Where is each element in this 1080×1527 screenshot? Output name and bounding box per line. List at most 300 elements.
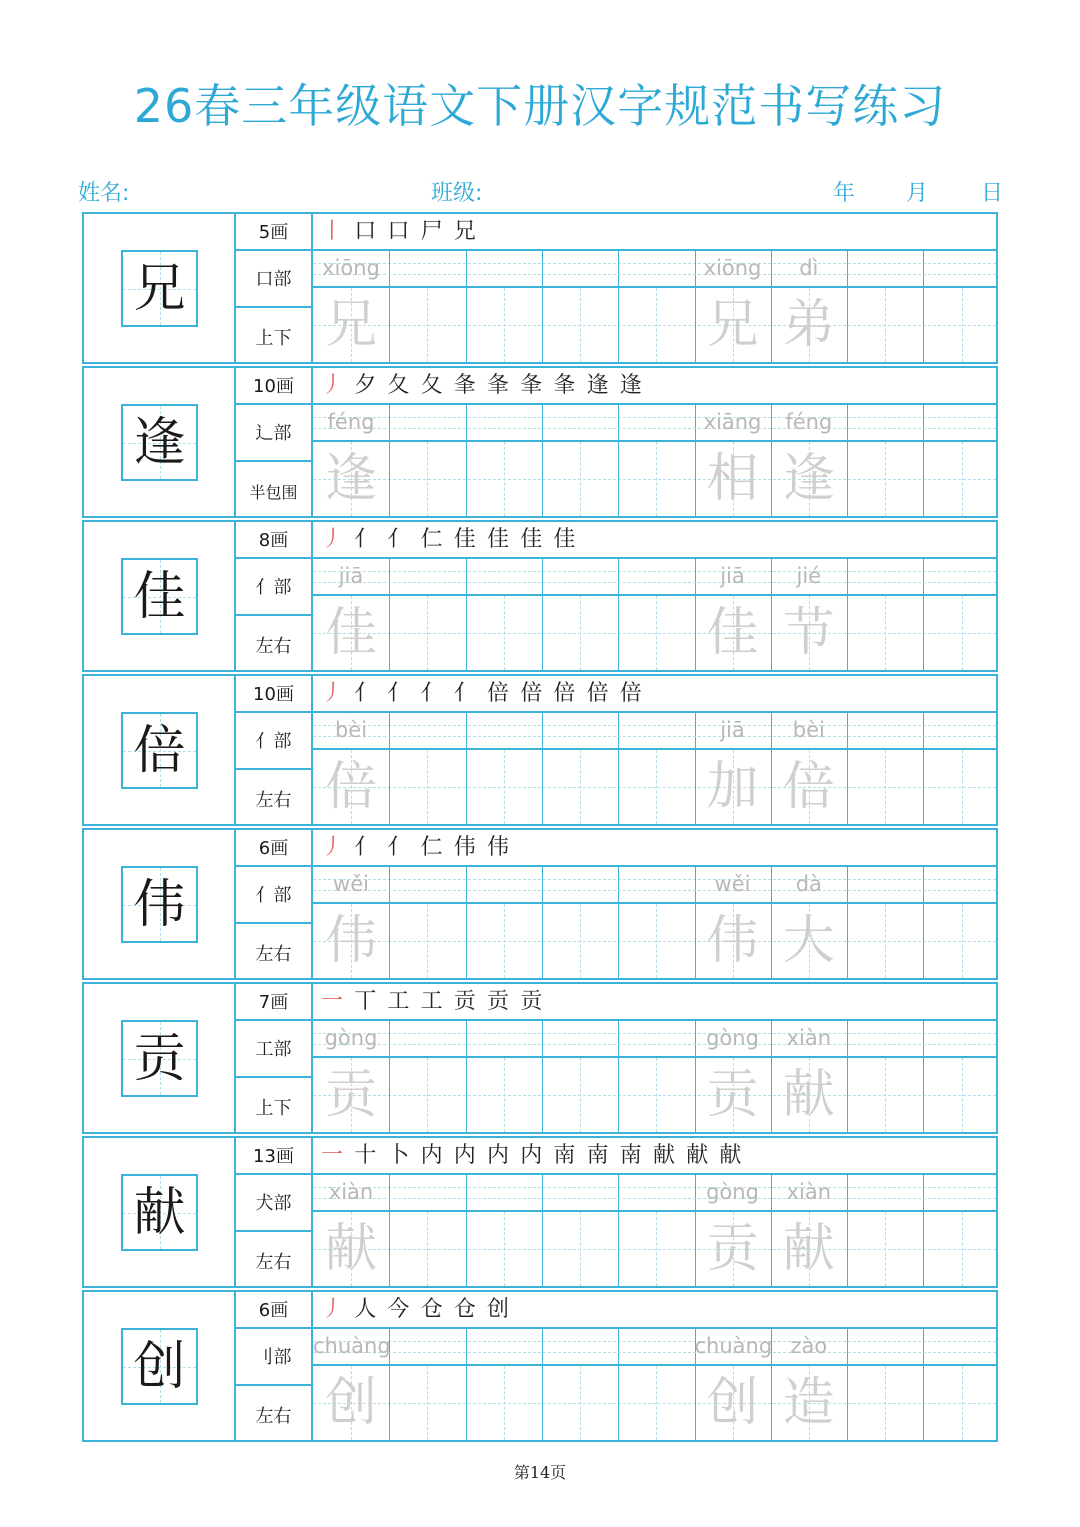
grid-line (466, 1021, 467, 1056)
structure: 左右 (255, 636, 292, 657)
pinyin-text: xiāng (703, 410, 762, 434)
stroke-step: 口 (387, 219, 410, 244)
grid-midline (504, 288, 505, 362)
grid-line (847, 904, 848, 978)
pinyin-text: chuàng (313, 1334, 391, 1358)
page-title: 26春三年级语文下册汉字规范书写练习 (133, 79, 947, 133)
grid-line (466, 1058, 467, 1132)
grid-line (847, 750, 848, 824)
stroke-step: 丿 (321, 681, 344, 706)
stroke-step: 仓 (453, 1297, 476, 1322)
grid-line (389, 1021, 390, 1056)
stroke-step: 亻 (354, 835, 377, 860)
stroke-step: 贡 (487, 989, 510, 1014)
char-row (313, 1058, 996, 1132)
grid-line (618, 1021, 619, 1056)
grid-line (466, 1366, 467, 1440)
grid-midline (504, 904, 505, 978)
grid-line (923, 713, 924, 748)
pinyin-text: dì (799, 256, 819, 280)
pinyin-row (313, 559, 996, 596)
month-label: 月 (906, 181, 929, 206)
stroke-step: 工 (387, 989, 410, 1014)
main-char-box (121, 558, 198, 635)
grid-line (618, 904, 619, 978)
stroke-step: 献 (653, 1143, 676, 1168)
stroke-step: 献 (719, 1143, 742, 1168)
grid-line (847, 405, 848, 440)
radical: 亻部 (236, 559, 311, 616)
grid-midline (656, 288, 657, 362)
pinyin-text: féng (327, 410, 375, 434)
grid-line (466, 1329, 467, 1364)
grid-line (466, 288, 467, 362)
stroke-step: 亻 (420, 681, 443, 706)
stroke-step: 南 (553, 1143, 576, 1168)
radical: 工部 (236, 1021, 311, 1078)
stroke-order-row (313, 522, 996, 559)
stroke-step: 兄 (453, 219, 476, 244)
stroke-step: 内 (420, 1143, 443, 1168)
grid-line (389, 713, 390, 748)
char-row (313, 442, 996, 516)
pinyin-text: bèi (792, 718, 825, 742)
grid-midline (504, 596, 505, 670)
class-label: 班级: (431, 181, 483, 206)
grid-line (923, 1175, 924, 1210)
stroke-step: 逢 (619, 373, 642, 398)
grid-line (618, 288, 619, 362)
trace-char: 佳 (324, 603, 377, 663)
grid-line (466, 251, 467, 286)
stroke-step: 亻 (453, 681, 476, 706)
stroke-step: 南 (586, 1143, 609, 1168)
grid-line (923, 288, 924, 362)
stroke-step: 夆 (553, 373, 576, 398)
main-char: 佳 (133, 566, 186, 627)
main-char: 献 (133, 1182, 186, 1243)
info-column (236, 830, 313, 978)
grid-midline (885, 1212, 886, 1286)
grid-line (389, 596, 390, 670)
grid-line (618, 596, 619, 670)
grid-line (466, 596, 467, 670)
stroke-step: 夂 (420, 373, 443, 398)
main-char-cell (84, 368, 236, 516)
grid-line (618, 1175, 619, 1210)
day-label: 日 (981, 181, 1004, 206)
grid-midline (580, 1212, 581, 1286)
grid-line (389, 559, 390, 594)
main-char-box (121, 250, 198, 327)
grid-line (847, 1366, 848, 1440)
grid-line (847, 1058, 848, 1132)
grid-line (542, 867, 543, 902)
trace-char: 贡 (706, 1219, 759, 1279)
grid-line (389, 442, 390, 516)
info-column (236, 522, 313, 670)
grid-midline (427, 596, 428, 670)
grid-line (542, 1329, 543, 1364)
grid-line (618, 867, 619, 902)
stroke-step: 逢 (586, 373, 609, 398)
trace-char: 伟 (706, 911, 759, 971)
grid-line (542, 713, 543, 748)
stroke-step: 夆 (520, 373, 543, 398)
info-column (236, 984, 313, 1132)
trace-char: 倍 (324, 757, 377, 817)
stroke-step: 丿 (321, 835, 344, 860)
char-row (313, 1212, 996, 1286)
trace-char: 献 (324, 1219, 377, 1279)
stroke-step: 丿 (321, 1297, 344, 1322)
structure: 上下 (255, 328, 292, 349)
grid-midline (504, 1366, 505, 1440)
grid-line (542, 596, 543, 670)
pinyin-text: wěi (333, 872, 369, 896)
grid-line (542, 251, 543, 286)
grid-line (847, 596, 848, 670)
structure: 上下 (255, 1098, 292, 1119)
char-block (82, 828, 998, 980)
stroke-step: 一 (321, 989, 344, 1014)
grid-midline (504, 750, 505, 824)
grid-line (542, 1212, 543, 1286)
stroke-order-row (313, 214, 996, 251)
main-char: 倍 (133, 720, 186, 781)
stroke-step: 贡 (520, 989, 543, 1014)
trace-char: 创 (324, 1373, 377, 1433)
grid-line (466, 750, 467, 824)
pinyin-row (313, 713, 996, 750)
stroke-order-row (313, 984, 996, 1021)
stroke-step: 仁 (420, 527, 443, 552)
stroke-step: 贡 (453, 989, 476, 1014)
grid-line (923, 1366, 924, 1440)
grid-line (618, 1058, 619, 1132)
stroke-step: 十 (354, 1143, 377, 1168)
grid-line (847, 1212, 848, 1286)
grid-line (466, 713, 467, 748)
grid-line (847, 288, 848, 362)
stroke-step: 亻 (354, 527, 377, 552)
trace-char: 加 (706, 757, 759, 817)
grid-line (466, 405, 467, 440)
grid-line (923, 559, 924, 594)
grid-line (618, 442, 619, 516)
grid-line (618, 405, 619, 440)
stroke-count: 13画 (236, 1138, 311, 1175)
structure: 左右 (255, 944, 292, 965)
grid-line (923, 1329, 924, 1364)
grid-midline (427, 904, 428, 978)
stroke-step: 工 (420, 989, 443, 1014)
grid-line (847, 1021, 848, 1056)
stroke-count: 5画 (236, 214, 311, 251)
trace-char: 贡 (706, 1065, 759, 1125)
grid-line (923, 405, 924, 440)
grid-line (389, 1366, 390, 1440)
stroke-step: 南 (619, 1143, 642, 1168)
grid-midline (656, 1058, 657, 1132)
main-char-box (121, 1020, 198, 1097)
main-char-cell (84, 676, 236, 824)
structure: 半包围 (249, 483, 298, 502)
trace-char: 伟 (324, 911, 377, 971)
grid-midline (885, 442, 886, 516)
trace-char: 弟 (782, 295, 835, 355)
stroke-step: 佳 (553, 527, 576, 552)
char-row (313, 904, 996, 978)
grid-midline (962, 1058, 963, 1132)
trace-char: 相 (706, 449, 759, 509)
grid-line (923, 442, 924, 516)
grid-line (389, 405, 390, 440)
grid-midline (962, 288, 963, 362)
char-row (313, 1366, 996, 1440)
grid-midline (885, 904, 886, 978)
grid-midline (962, 904, 963, 978)
pinyin-text: zào (790, 1334, 828, 1358)
grid-line (542, 750, 543, 824)
stroke-step: 佳 (453, 527, 476, 552)
trace-char: 佳 (706, 603, 759, 663)
main-char: 伟 (133, 874, 186, 935)
stroke-step: 卜 (387, 1143, 410, 1168)
pinyin-text: jié (796, 564, 822, 588)
char-block (82, 982, 998, 1134)
grid-line (542, 1058, 543, 1132)
stroke-step: 夕 (354, 373, 377, 398)
grid-line (389, 251, 390, 286)
pinyin-text: gòng (706, 1026, 759, 1050)
stroke-count: 8画 (236, 522, 311, 559)
grid-midline (885, 750, 886, 824)
grid-line (923, 1212, 924, 1286)
stroke-step: 人 (354, 1297, 377, 1322)
stroke-step: 夆 (453, 373, 476, 398)
char-block (82, 1290, 998, 1442)
grid-line (542, 405, 543, 440)
grid-midline (504, 442, 505, 516)
char-row (313, 288, 996, 362)
trace-char: 造 (782, 1373, 835, 1433)
trace-char: 献 (782, 1219, 835, 1279)
trace-char: 兄 (706, 295, 759, 355)
stroke-step: 亻 (387, 681, 410, 706)
grid-midline (580, 442, 581, 516)
name-label: 姓名: (78, 181, 130, 206)
pinyin-text: gòng (706, 1180, 759, 1204)
main-char-cell (84, 984, 236, 1132)
main-char: 兄 (133, 258, 186, 319)
grid-line (923, 1058, 924, 1132)
grid-line (542, 1366, 543, 1440)
stroke-step: 内 (453, 1143, 476, 1168)
grid-midline (885, 1058, 886, 1132)
info-column (236, 1138, 313, 1286)
stroke-step: 今 (387, 1297, 410, 1322)
grid-midline (656, 904, 657, 978)
grid-midline (580, 1058, 581, 1132)
grid-midline (885, 1366, 886, 1440)
trace-char: 大 (782, 911, 835, 971)
grid-line (466, 442, 467, 516)
stroke-count: 10画 (236, 368, 311, 405)
info-column (236, 1292, 313, 1440)
grid-line (923, 251, 924, 286)
grid-line (847, 442, 848, 516)
grid-midline (504, 1058, 505, 1132)
stroke-step: 倍 (553, 681, 576, 706)
char-block (82, 520, 998, 672)
main-char-cell (84, 830, 236, 978)
main-char-box (121, 404, 198, 481)
main-char-cell (84, 1292, 236, 1440)
stroke-count: 6画 (236, 1292, 311, 1329)
stroke-step: 仁 (420, 835, 443, 860)
stroke-step: 一 (321, 1143, 344, 1168)
stroke-step: 倍 (619, 681, 642, 706)
stroke-step: 倍 (586, 681, 609, 706)
stroke-step: 亻 (387, 835, 410, 860)
char-block (82, 1136, 998, 1288)
grid-line (618, 1212, 619, 1286)
main-char-box (121, 1328, 198, 1405)
grid-midline (580, 904, 581, 978)
radical: 辶部 (236, 405, 311, 462)
grid-line (389, 904, 390, 978)
grid-line (466, 1175, 467, 1210)
grid-line (466, 904, 467, 978)
grid-line (389, 1212, 390, 1286)
stroke-count: 10画 (236, 676, 311, 713)
trace-char: 节 (782, 603, 835, 663)
grid-midline (580, 288, 581, 362)
grid-line (618, 1366, 619, 1440)
grid-line (618, 559, 619, 594)
stroke-step: 夆 (487, 373, 510, 398)
pinyin-text: xiōng (703, 256, 762, 280)
char-block (82, 674, 998, 826)
grid-midline (962, 1366, 963, 1440)
info-column (236, 214, 313, 362)
stroke-count: 6画 (236, 830, 311, 867)
pinyin-text: xiōng (322, 256, 380, 280)
pinyin-text: xiàn (328, 1180, 374, 1204)
grid-midline (427, 288, 428, 362)
trace-char: 贡 (324, 1065, 377, 1125)
radical: 犬部 (236, 1175, 311, 1232)
pinyin-text: chuàng (694, 1334, 773, 1358)
pinyin-row (313, 1021, 996, 1058)
stroke-step: 佳 (487, 527, 510, 552)
trace-char: 献 (782, 1065, 835, 1125)
grid-line (618, 251, 619, 286)
main-char: 贡 (133, 1028, 186, 1089)
grid-midline (885, 596, 886, 670)
stroke-step: 内 (520, 1143, 543, 1168)
grid-midline (962, 1212, 963, 1286)
stroke-step: 亻 (354, 681, 377, 706)
grid-line (389, 288, 390, 362)
grid-midline (580, 596, 581, 670)
pinyin-text: dà (795, 872, 822, 896)
main-char: 创 (133, 1336, 186, 1397)
grid-line (542, 1021, 543, 1056)
char-block (82, 212, 998, 364)
main-char-cell (84, 522, 236, 670)
grid-line (923, 750, 924, 824)
main-char-cell (84, 1138, 236, 1286)
grid-midline (962, 750, 963, 824)
grid-midline (427, 1366, 428, 1440)
grid-line (847, 251, 848, 286)
pinyin-text: xiàn (786, 1180, 832, 1204)
pinyin-row (313, 251, 996, 288)
grid-midline (427, 442, 428, 516)
radical: 口部 (236, 251, 311, 308)
grid-line (542, 288, 543, 362)
main-char-box (121, 866, 198, 943)
main-char: 逢 (133, 412, 186, 473)
grid-midline (656, 596, 657, 670)
grid-midline (427, 750, 428, 824)
grid-line (847, 867, 848, 902)
trace-char: 逢 (782, 449, 835, 509)
grid-midline (656, 442, 657, 516)
info-column (236, 368, 313, 516)
trace-char: 创 (706, 1373, 759, 1433)
stroke-step: 仓 (420, 1297, 443, 1322)
page-number: 第14页 (513, 1463, 567, 1482)
pinyin-row (313, 405, 996, 442)
stroke-step: 丿 (321, 373, 344, 398)
grid-midline (962, 442, 963, 516)
pinyin-row (313, 867, 996, 904)
stroke-step: 创 (487, 1297, 510, 1322)
stroke-step: 夂 (387, 373, 410, 398)
pinyin-row (313, 1329, 996, 1366)
grid-line (466, 1212, 467, 1286)
pinyin-text: gòng (324, 1026, 378, 1050)
grid-line (847, 1329, 848, 1364)
radical: 亻部 (236, 713, 311, 770)
stroke-order-row (313, 1138, 996, 1175)
grid-midline (656, 1366, 657, 1440)
pinyin-text: jiā (720, 564, 745, 588)
stroke-step: 尸 (420, 219, 443, 244)
pinyin-text: jiā (720, 718, 745, 742)
pinyin-text: jiā (338, 564, 364, 588)
char-row (313, 750, 996, 824)
stroke-step: 亻 (387, 527, 410, 552)
grid-line (923, 904, 924, 978)
grid-line (389, 750, 390, 824)
pinyin-text: xiàn (786, 1026, 832, 1050)
stroke-step: 倍 (487, 681, 510, 706)
radical: 刂部 (236, 1329, 311, 1386)
stroke-step: 丨 (321, 219, 344, 244)
stroke-step: 倍 (520, 681, 543, 706)
grid-line (847, 1175, 848, 1210)
grid-midline (656, 750, 657, 824)
grid-line (923, 1021, 924, 1056)
stroke-step: 献 (686, 1143, 709, 1168)
stroke-step: 伟 (487, 835, 510, 860)
char-row (313, 596, 996, 670)
stroke-step: 伟 (453, 835, 476, 860)
